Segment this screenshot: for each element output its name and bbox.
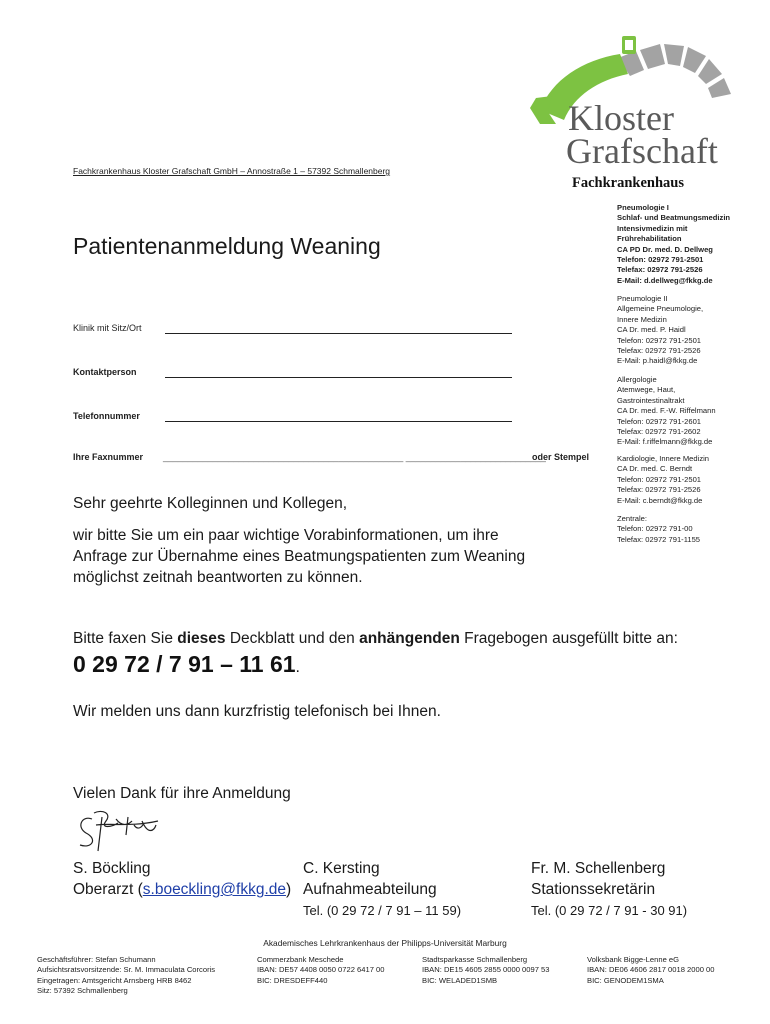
page-title: Patientenanmeldung Weaning [73, 233, 381, 259]
sidebar-text: CA Dr. med. F.-W. Riffelmann [617, 406, 716, 416]
footer-text: BIC: DRESDEFF440 [257, 975, 328, 985]
sidebar-text: Innere Medizin [617, 314, 667, 324]
sidebar-email[interactable]: E-Mail: c.berndt@fkkg.de [617, 495, 703, 505]
signer-role [73, 879, 291, 900]
intro-line: wir bitte Sie um ein paar wichtige Vorabinformationen, um ihre [73, 527, 499, 544]
sidebar-text: Intensivmedizin mit [617, 223, 688, 233]
signature-col-boeckling [73, 858, 291, 900]
signer-phone: Tel. (0 29 72 / 7 91 – 11 59) [303, 903, 462, 918]
sidebar-text: Pneumologie I [617, 203, 669, 212]
footer-academic-line: Akademisches Lehrkrankenhaus der Philipps-Universität Marburg [263, 938, 507, 948]
stempel-label: oder Stempel [532, 452, 590, 462]
signer-phone: Tel. (0 29 72 / 7 91 - 30 91) [531, 903, 688, 918]
kontakt-field[interactable] [165, 377, 512, 378]
sidebar-text: Telefax: 02972 791-1155 [617, 534, 701, 544]
sidebar-text: CA Dr. med. P. Haidl [617, 325, 686, 335]
footer-company-info [37, 955, 215, 997]
signer-role: Stationssekretärin [531, 881, 656, 898]
sidebar-email[interactable]: E-Mail: f.riffelmann@fkkg.de [617, 437, 713, 447]
sidebar-text: Allgemeine Pneumologie, [617, 304, 704, 314]
signer-name: Fr. M. Schellenberg [531, 860, 666, 877]
footer-text: Volksbank Bigge-Lenne eG [587, 955, 680, 964]
footer-text: Commerzbank Meschede [257, 955, 344, 964]
callback-note: Wir melden uns dann kurzfristig telefonisch bei Ihnen. [73, 703, 441, 720]
sidebar-pneumologie-1 [617, 203, 767, 286]
signer-email-link[interactable]: s.boeckling@fkkg.de [142, 881, 287, 898]
sidebar-text: Kardiologie, Innere Medizin [617, 454, 710, 463]
signer-name: C. Kersting [303, 860, 380, 877]
fax-number [73, 651, 300, 678]
signature-image [72, 805, 162, 853]
footer-text: BIC: WELADED1SMB [422, 975, 498, 985]
intro-line: Anfrage zur Übernahme eines Beatmungspatienten zum Weaning [73, 548, 526, 565]
sidebar-text: Telefon: 02972 791-00 [617, 524, 693, 534]
logo-text-grafschaft: Grafschaft [566, 131, 718, 171]
greeting: Sehr geehrte Kolleginnen und Kollegen, [73, 495, 348, 512]
signer-name: S. Böckling [73, 860, 151, 877]
fax-instruction-text: Deckblatt und den [225, 630, 360, 647]
fax-instruction-bold: dieses [177, 630, 226, 647]
sidebar-email[interactable]: E-Mail: p.haidl@fkkg.de [617, 356, 698, 366]
sidebar-text: Allergologie [617, 375, 657, 384]
sender-address-line: Fachkrankenhaus Kloster Grafschaft GmbH – Annostraße 1 – 57392 Schmallenberg [73, 166, 391, 176]
footer-text: Sitz: 57392 Schmallenberg [37, 986, 128, 996]
sidebar-allergologie [617, 375, 767, 448]
fax-instruction-text: Bitte faxen Sie [73, 630, 178, 647]
footer-text: IBAN: DE15 4605 2855 0000 0097 53 [422, 965, 550, 975]
sidebar-text: Schlaf- und Beatmungsmedizin [617, 213, 731, 223]
intro-line: möglichst zeitnah beantworten zu können. [73, 569, 363, 586]
footer-text: Geschäftsführer: Stefan Schumann [37, 955, 156, 964]
signer-role-text: ) [286, 881, 292, 898]
sidebar-text: Atemwege, Haut, [617, 385, 676, 395]
signature-col-schellenberg [531, 858, 687, 918]
signature-col-kersting [303, 858, 461, 918]
telefon-field[interactable] [165, 421, 512, 422]
fax-number-period: . [295, 659, 300, 676]
sidebar-email[interactable]: E-Mail: d.dellweg@fkkg.de [617, 275, 713, 285]
footer-bank-commerzbank [257, 955, 385, 986]
footer-text: Aufsichtsratsvorsitzende: Sr. M. Immaculata Corcoris [37, 965, 216, 975]
sidebar-zentrale [617, 514, 767, 545]
fax-number-value: 0 29 72 / 7 91 – 11 61 [73, 651, 296, 677]
sidebar-text: Pneumologie II [617, 294, 668, 303]
sidebar-text: Telefon: 02972 791-2501 [617, 335, 702, 345]
thanks-line: Vielen Dank für ihre Anmeldung [73, 785, 291, 802]
intro-paragraph [73, 525, 525, 588]
sidebar-text: Telefon: 02972 791-2501 [617, 255, 704, 265]
sidebar-kardiologie [617, 454, 767, 506]
signer-role: Aufnahmeabteilung [303, 881, 437, 898]
kontakt-label: Kontaktperson [73, 367, 137, 377]
footer-bank-sparkasse [422, 955, 550, 986]
sidebar-text: Telefax: 02972 791-2602 [617, 427, 701, 437]
klinik-field[interactable] [165, 333, 512, 334]
fax-field[interactable]: ________________________________________________ ____________________________ [163, 452, 546, 462]
fax-instruction-bold: anhängenden [359, 630, 460, 647]
fax-instruction-text: Fragebogen ausgefüllt bitte an: [459, 630, 678, 647]
sidebar-pneumologie-2 [617, 294, 767, 367]
sidebar-text: Gastrointestinaltrakt [617, 395, 685, 405]
sidebar-text: Frührehabilitation [617, 234, 682, 244]
footer-bank-volksbank [587, 955, 715, 986]
footer-text: IBAN: DE06 4606 2817 0018 2000 00 [587, 965, 715, 975]
footer-text: BIC: GENODEM1SMA [587, 975, 664, 985]
sidebar-text: Telefax: 02972 791-2526 [617, 485, 701, 495]
sidebar-text: CA PD Dr. med. D. Dellweg [617, 244, 713, 254]
logo-subtitle: Fachkrankenhaus [572, 175, 685, 191]
telefon-label: Telefonnummer [73, 411, 140, 421]
sidebar-text: Telefax: 02972 791-2526 [617, 346, 701, 356]
klinik-label: Klinik mit Sitz/Ort [73, 323, 142, 333]
sidebar-text: CA Dr. med. C. Berndt [617, 464, 693, 474]
logo-text-kloster: Kloster [568, 98, 674, 138]
sidebar-text: Telefax: 02972 791-2526 [617, 265, 703, 275]
sidebar-text: Telefon: 02972 791-2601 [617, 416, 702, 426]
footer-text: IBAN: DE57 4408 0050 0722 6417 00 [257, 965, 385, 975]
fax-instruction [73, 628, 678, 649]
fax-label: Ihre Faxnummer [73, 452, 144, 462]
footer-text: Eingetragen: Amtsgericht Arnsberg HRB 8462 [37, 975, 192, 985]
footer-text: Stadtsparkasse Schmallenberg [422, 955, 528, 964]
sidebar-text: Zentrale: [617, 514, 647, 523]
sidebar-text: Telefon: 02972 791-2501 [617, 474, 702, 484]
signer-role-text: Oberarzt ( [73, 881, 143, 898]
